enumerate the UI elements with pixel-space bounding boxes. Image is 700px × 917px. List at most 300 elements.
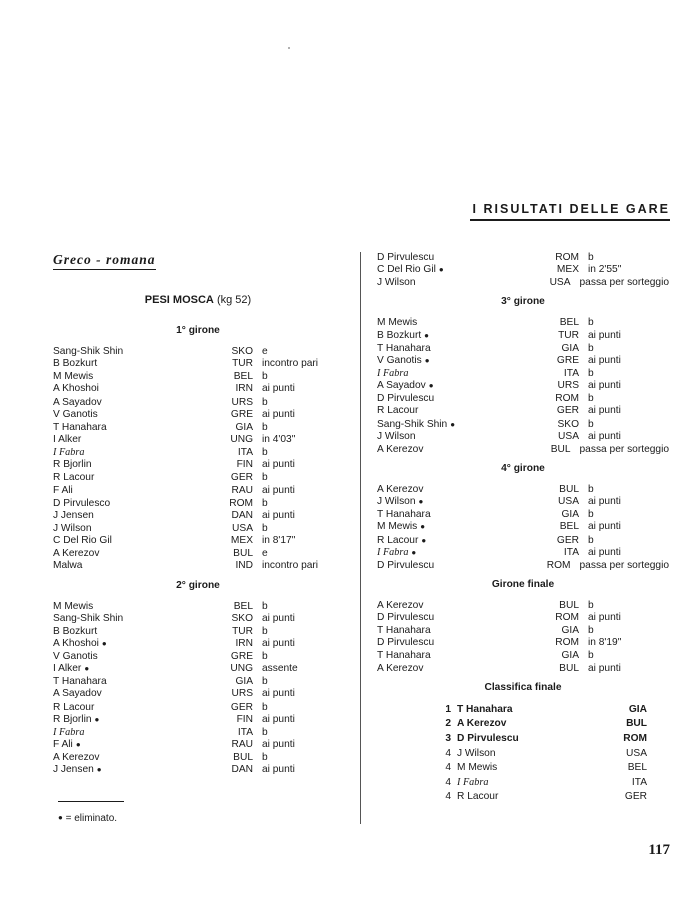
- match-result: ai punti: [262, 713, 295, 725]
- athlete-name: A Kerezov: [377, 483, 424, 495]
- country-code: ROM: [555, 393, 579, 405]
- athlete-cell: [377, 264, 527, 276]
- athlete-name: I Fabra: [377, 546, 409, 558]
- match-result: ai punti: [262, 459, 295, 471]
- table-row: [377, 405, 669, 417]
- athlete-name: M Mewis: [457, 762, 498, 774]
- table-row: [53, 485, 343, 497]
- country-code: GRE: [230, 408, 253, 420]
- athlete-cell: [377, 547, 527, 559]
- table-row: [53, 663, 343, 675]
- match-result: passa per sorteggio: [579, 559, 669, 571]
- athlete-cell: [377, 405, 527, 417]
- athlete-name: M Mewis: [377, 521, 418, 533]
- match-block: [377, 343, 669, 367]
- table-row: [377, 343, 669, 355]
- athlete-cell: [377, 368, 527, 380]
- athlete-name: A Kerezov: [377, 662, 424, 674]
- table-row: [53, 714, 343, 726]
- match-block: [377, 625, 669, 649]
- athlete-name: J Wilson: [377, 496, 416, 508]
- match-block: [377, 484, 669, 508]
- table-row: [377, 535, 669, 547]
- match-result: passa per sorteggio: [579, 443, 669, 455]
- athlete-name: V Ganotis: [53, 651, 98, 663]
- table-row: [377, 560, 669, 572]
- country-code: GIA: [628, 703, 647, 715]
- table-row: [377, 355, 669, 367]
- match-result: b: [262, 701, 268, 713]
- country-code: USA: [626, 747, 647, 759]
- match-result: b: [588, 418, 594, 430]
- table-row: [437, 776, 669, 791]
- match-block: [377, 509, 669, 533]
- athlete-name: J Jensen: [53, 764, 94, 776]
- match-block: [53, 397, 343, 421]
- table-row: [437, 703, 669, 718]
- match-block: [53, 447, 343, 471]
- athlete-name: B Bozkurt: [377, 329, 422, 341]
- page-header: I RISULTATI DELLE GARE: [472, 202, 670, 216]
- match-block: [53, 346, 343, 370]
- table-row: [377, 509, 669, 521]
- country-code: GIA: [561, 650, 579, 662]
- match-result: b: [588, 650, 594, 662]
- column-divider: [360, 252, 361, 824]
- athlete-cell: [377, 600, 527, 612]
- match-result: incontro pari: [262, 358, 319, 370]
- match-result: ai punti: [262, 383, 295, 395]
- table-row: [53, 613, 343, 625]
- table-row: [53, 601, 343, 613]
- match-result: ai punti: [262, 408, 295, 420]
- country-code: USA: [558, 496, 579, 508]
- athlete-name: I Fabra: [53, 447, 85, 459]
- country-code: GRE: [230, 651, 253, 663]
- country-code: URS: [231, 688, 253, 700]
- athlete-name: T Hanahara: [377, 625, 431, 637]
- athlete-cell: [377, 625, 527, 637]
- match-result: incontro pari: [262, 560, 319, 572]
- match-result: b: [588, 252, 594, 263]
- country-code: USA: [232, 522, 253, 534]
- athlete-name: R Bjorlin: [53, 713, 92, 725]
- match-result: ai punti: [588, 521, 621, 533]
- athlete-cell: [377, 650, 527, 662]
- country-code: GIA: [561, 625, 579, 637]
- table-row: [53, 638, 343, 650]
- athlete-cell: [53, 601, 203, 613]
- match-result: b: [262, 396, 268, 408]
- country-code: ITA: [563, 367, 579, 379]
- category-weight: (kg 52): [216, 294, 252, 306]
- eliminated-dot-icon: ●: [450, 419, 456, 429]
- athlete-cell: [53, 560, 203, 572]
- country-code: FIN: [236, 459, 253, 471]
- country-code: BUL: [626, 718, 647, 730]
- country-code: URS: [231, 396, 253, 408]
- table-row: [377, 431, 669, 443]
- table-row: [377, 663, 669, 675]
- athlete-name: I Alker: [53, 433, 82, 445]
- match-block: [53, 676, 343, 700]
- eliminated-dot-icon: ●: [101, 638, 107, 648]
- match-result: ai punti: [588, 546, 621, 558]
- country-code: ROM: [623, 733, 647, 745]
- table-row: [377, 252, 669, 264]
- athlete-cell: [53, 535, 203, 547]
- table-row: [53, 371, 343, 383]
- country-code: GER: [230, 472, 253, 484]
- match-result: b: [262, 651, 268, 663]
- match-block: [53, 702, 343, 726]
- match-result: passa per sorteggio: [579, 277, 669, 289]
- table-row: [377, 612, 669, 624]
- athlete-name: A Sayadov: [377, 380, 426, 392]
- table-row: [53, 739, 343, 751]
- table-row: [53, 346, 343, 358]
- country-code: GER: [624, 791, 647, 803]
- country-code: ROM: [555, 252, 579, 263]
- athlete-cell: [53, 383, 203, 395]
- eliminated-dot-icon: ●: [421, 535, 427, 545]
- athlete-cell: [53, 752, 203, 764]
- match-result: ai punti: [262, 764, 295, 776]
- table-row: [377, 444, 669, 456]
- section-title: Greco - romana: [53, 252, 156, 270]
- athlete-name: Malwa: [53, 560, 83, 572]
- table-row: [377, 330, 669, 342]
- match-result: b: [588, 367, 594, 379]
- athlete-name: V Ganotis: [377, 354, 422, 366]
- athlete-name: A Khoshoi: [53, 383, 99, 395]
- athlete-name: D Pirvulescu: [457, 733, 519, 745]
- match-block: [377, 252, 669, 276]
- table-row: [437, 717, 669, 732]
- athlete-cell: [377, 535, 527, 547]
- match-block: [53, 371, 343, 395]
- athlete-name: D Pirvulescu: [377, 393, 435, 405]
- athlete-cell: [53, 548, 203, 560]
- athlete-cell: [53, 613, 203, 625]
- match-block: [377, 368, 669, 392]
- table-row: [377, 521, 669, 533]
- match-block: [53, 727, 343, 751]
- table-row: [377, 484, 669, 496]
- country-code: GIA: [561, 342, 579, 354]
- match-result: ai punti: [588, 380, 621, 392]
- table-row: [377, 317, 669, 329]
- country-code: DAN: [231, 764, 253, 776]
- match-result: b: [262, 522, 268, 534]
- match-result: ai punti: [588, 662, 621, 674]
- athlete-cell: [53, 764, 203, 776]
- athlete-name: A Kerezov: [53, 548, 100, 560]
- match-result: b: [262, 497, 268, 509]
- country-code: ITA: [563, 546, 579, 558]
- match-block: [53, 472, 343, 496]
- athlete-cell: [53, 346, 203, 358]
- athlete-cell: [377, 637, 527, 649]
- match-result: b: [588, 509, 594, 521]
- group-heading: Girone finale: [491, 578, 555, 590]
- match-result: in 4'03": [262, 433, 296, 445]
- match-block: [377, 393, 669, 417]
- country-code: ITA: [237, 447, 253, 459]
- group-heading: 2° girone: [176, 579, 220, 591]
- legend: [58, 813, 117, 824]
- match-result: b: [262, 625, 268, 637]
- athlete-name: J Wilson: [53, 522, 92, 534]
- athlete-name: R Lacour: [377, 405, 419, 417]
- match-block: [53, 523, 343, 547]
- athlete-name: D Pirvulescu: [377, 559, 435, 571]
- athlete-name: B Bozkurt: [53, 358, 98, 370]
- table-row: [377, 650, 669, 662]
- athlete-cell: [53, 472, 203, 484]
- table-row: [53, 560, 343, 572]
- athlete-cell: [53, 523, 203, 535]
- rank: 4: [445, 747, 451, 759]
- athlete-cell: [377, 521, 527, 533]
- rank: 4: [445, 776, 451, 788]
- eliminated-dot-icon: ●: [58, 813, 63, 822]
- athlete-cell: [53, 626, 203, 638]
- table-row: [53, 409, 343, 421]
- match-block: [377, 317, 669, 341]
- country-code: GER: [230, 701, 253, 713]
- athlete-name: J Wilson: [377, 277, 416, 289]
- table-row: [53, 383, 343, 395]
- athlete-cell: [377, 380, 527, 392]
- match-result: b: [262, 447, 268, 459]
- legend-text: = eliminato.: [65, 813, 118, 824]
- athlete-name: A Kerezov: [457, 718, 507, 730]
- match-result: b: [588, 599, 594, 611]
- table-row: [53, 764, 343, 776]
- match-result: b: [262, 676, 268, 688]
- country-code: ROM: [555, 637, 579, 649]
- athlete-name: M Mewis: [377, 317, 418, 329]
- match-result: e: [262, 346, 268, 357]
- athlete-cell: [53, 651, 203, 663]
- country-code: UNG: [230, 663, 253, 675]
- country-code: TUR: [232, 625, 253, 637]
- athlete-cell: [53, 498, 203, 510]
- table-row: [53, 459, 343, 471]
- athlete-cell: [53, 739, 203, 751]
- eliminated-dot-icon: ●: [420, 522, 426, 532]
- country-code: ITA: [631, 776, 647, 788]
- country-code: USA: [549, 277, 571, 289]
- country-code: BUL: [233, 752, 253, 764]
- match-block: [377, 419, 669, 443]
- athlete-name: D Pirvulescu: [377, 637, 435, 649]
- athlete-name: T Hanahara: [377, 650, 431, 662]
- athlete-cell: [377, 355, 527, 367]
- country-code: ITA: [237, 726, 253, 738]
- athlete-cell: [377, 343, 527, 355]
- country-code: DAN: [231, 509, 253, 521]
- table-row: [53, 472, 343, 484]
- right-column: [377, 252, 669, 805]
- match-block: [53, 651, 343, 675]
- match-block: [377, 444, 669, 456]
- country-code: IRN: [235, 383, 253, 395]
- table-row: [53, 535, 343, 547]
- athlete-cell: [377, 317, 527, 329]
- athlete-cell: [53, 714, 203, 726]
- eliminated-dot-icon: ●: [428, 381, 434, 391]
- eliminated-dot-icon: ●: [94, 714, 100, 724]
- match-result: b: [262, 421, 268, 433]
- eliminated-dot-icon: ●: [75, 740, 81, 750]
- athlete-cell: [53, 638, 203, 650]
- athlete-cell: [377, 330, 527, 342]
- table-row: [53, 548, 343, 560]
- athlete-name: R Lacour: [53, 472, 95, 484]
- athlete-name: Sang-Shik Shin: [53, 346, 124, 357]
- athlete-name: I Fabra: [53, 726, 85, 738]
- country-code: MEX: [230, 535, 253, 547]
- athlete-cell: [53, 371, 203, 383]
- athlete-name: R Lacour: [457, 791, 499, 803]
- table-row: [437, 761, 669, 776]
- table-row: [377, 264, 669, 276]
- athlete-name: A Sayadov: [53, 396, 102, 408]
- eliminated-dot-icon: ●: [424, 355, 430, 365]
- classifica-heading: Classifica finale: [484, 681, 562, 693]
- country-code: ROM: [555, 612, 579, 624]
- athlete-cell: [53, 358, 203, 370]
- athlete-name: T Hanahara: [457, 703, 513, 715]
- country-code: BUL: [550, 443, 571, 455]
- match-result: b: [262, 726, 268, 738]
- match-result: b: [262, 600, 268, 612]
- athlete-name: I Fabra: [377, 367, 409, 379]
- athlete-cell: [53, 727, 203, 739]
- table-row: [53, 434, 343, 446]
- eliminated-dot-icon: ●: [438, 265, 444, 275]
- athlete-name: B Bozkurt: [53, 625, 98, 637]
- country-code: GIA: [235, 421, 253, 433]
- match-result: in 2'55": [588, 264, 622, 276]
- rank: 1: [445, 703, 451, 715]
- athlete-cell: [377, 431, 527, 443]
- athlete-name: T Hanahara: [53, 676, 107, 688]
- athlete-name: A Kerezov: [377, 443, 424, 455]
- match-result: b: [588, 483, 594, 495]
- match-result: ai punti: [262, 739, 295, 751]
- table-row: [377, 277, 669, 289]
- match-result: b: [588, 534, 594, 546]
- match-block: [53, 498, 343, 522]
- country-code: IND: [235, 560, 253, 572]
- match-result: b: [262, 752, 268, 764]
- table-row: [53, 688, 343, 700]
- athlete-cell: [377, 419, 527, 431]
- legend-rule: [58, 801, 124, 802]
- country-code: MEX: [556, 264, 579, 276]
- athlete-cell: [377, 252, 527, 264]
- match-block: [377, 535, 669, 559]
- match-result: in 8'19": [588, 637, 622, 649]
- match-result: b: [588, 393, 594, 405]
- country-code: BEL: [627, 762, 647, 774]
- athlete-name: A Kerezov: [377, 599, 424, 611]
- country-code: BUL: [559, 483, 579, 495]
- athlete-name: A Khoshoi: [53, 637, 99, 649]
- athlete-cell: [377, 496, 527, 508]
- match-result: ai punti: [262, 484, 295, 496]
- match-result: ai punti: [588, 405, 621, 417]
- athlete-name: V Ganotis: [53, 408, 98, 420]
- athlete-name: T Hanahara: [377, 342, 431, 354]
- country-code: TUR: [232, 358, 253, 370]
- athlete-name: D Pirvulescu: [377, 252, 435, 263]
- page-number: 117: [648, 842, 670, 858]
- match-block: [377, 650, 669, 674]
- match-result: ai punti: [588, 430, 621, 442]
- athlete-name: Sang-Shik Shin: [53, 612, 124, 624]
- table-row: [377, 600, 669, 612]
- country-code: SKO: [557, 418, 579, 430]
- country-code: ROM: [546, 559, 571, 571]
- athlete-name: D Pirvulescu: [377, 612, 435, 624]
- athlete-name: M Mewis: [53, 371, 94, 383]
- table-row: [53, 447, 343, 459]
- match-block: [377, 600, 669, 624]
- country-code: TUR: [558, 329, 579, 341]
- match-result: e: [262, 548, 268, 560]
- athlete-name: I Alker: [53, 663, 82, 675]
- table-row: [377, 380, 669, 392]
- match-result: b: [588, 317, 594, 329]
- eliminated-dot-icon: ●: [418, 497, 424, 507]
- country-code: UNG: [230, 433, 253, 445]
- country-code: BEL: [233, 371, 253, 383]
- table-row: [377, 637, 669, 649]
- match-block: [53, 548, 343, 572]
- athlete-cell: [377, 277, 519, 289]
- match-block: [53, 601, 343, 625]
- athlete-cell: [377, 663, 527, 675]
- country-code: BEL: [233, 600, 253, 612]
- athlete-name: M Mewis: [53, 600, 94, 612]
- country-code: FIN: [236, 713, 253, 725]
- table-row: [53, 358, 343, 370]
- athlete-cell: [53, 688, 203, 700]
- match-result: b: [588, 625, 594, 637]
- match-result: assente: [262, 663, 298, 675]
- athlete-name: D Pirvulesco: [53, 497, 111, 509]
- table-row: [53, 498, 343, 510]
- athlete-cell: [53, 447, 203, 459]
- rank: 4: [445, 762, 451, 774]
- match-result: ai punti: [262, 612, 295, 624]
- athlete-name: C Del Rio Gil: [377, 264, 436, 276]
- table-row: [53, 397, 343, 409]
- athlete-name: A Kerezov: [53, 752, 100, 764]
- table-row: [377, 496, 669, 508]
- group-heading: 3° girone: [501, 296, 545, 308]
- country-code: GIA: [235, 676, 253, 688]
- athlete-cell: [53, 459, 203, 471]
- athlete-name: T Hanahara: [377, 509, 431, 521]
- athlete-name: R Lacour: [53, 701, 95, 713]
- table-row: [53, 422, 343, 434]
- table-row: [377, 625, 669, 637]
